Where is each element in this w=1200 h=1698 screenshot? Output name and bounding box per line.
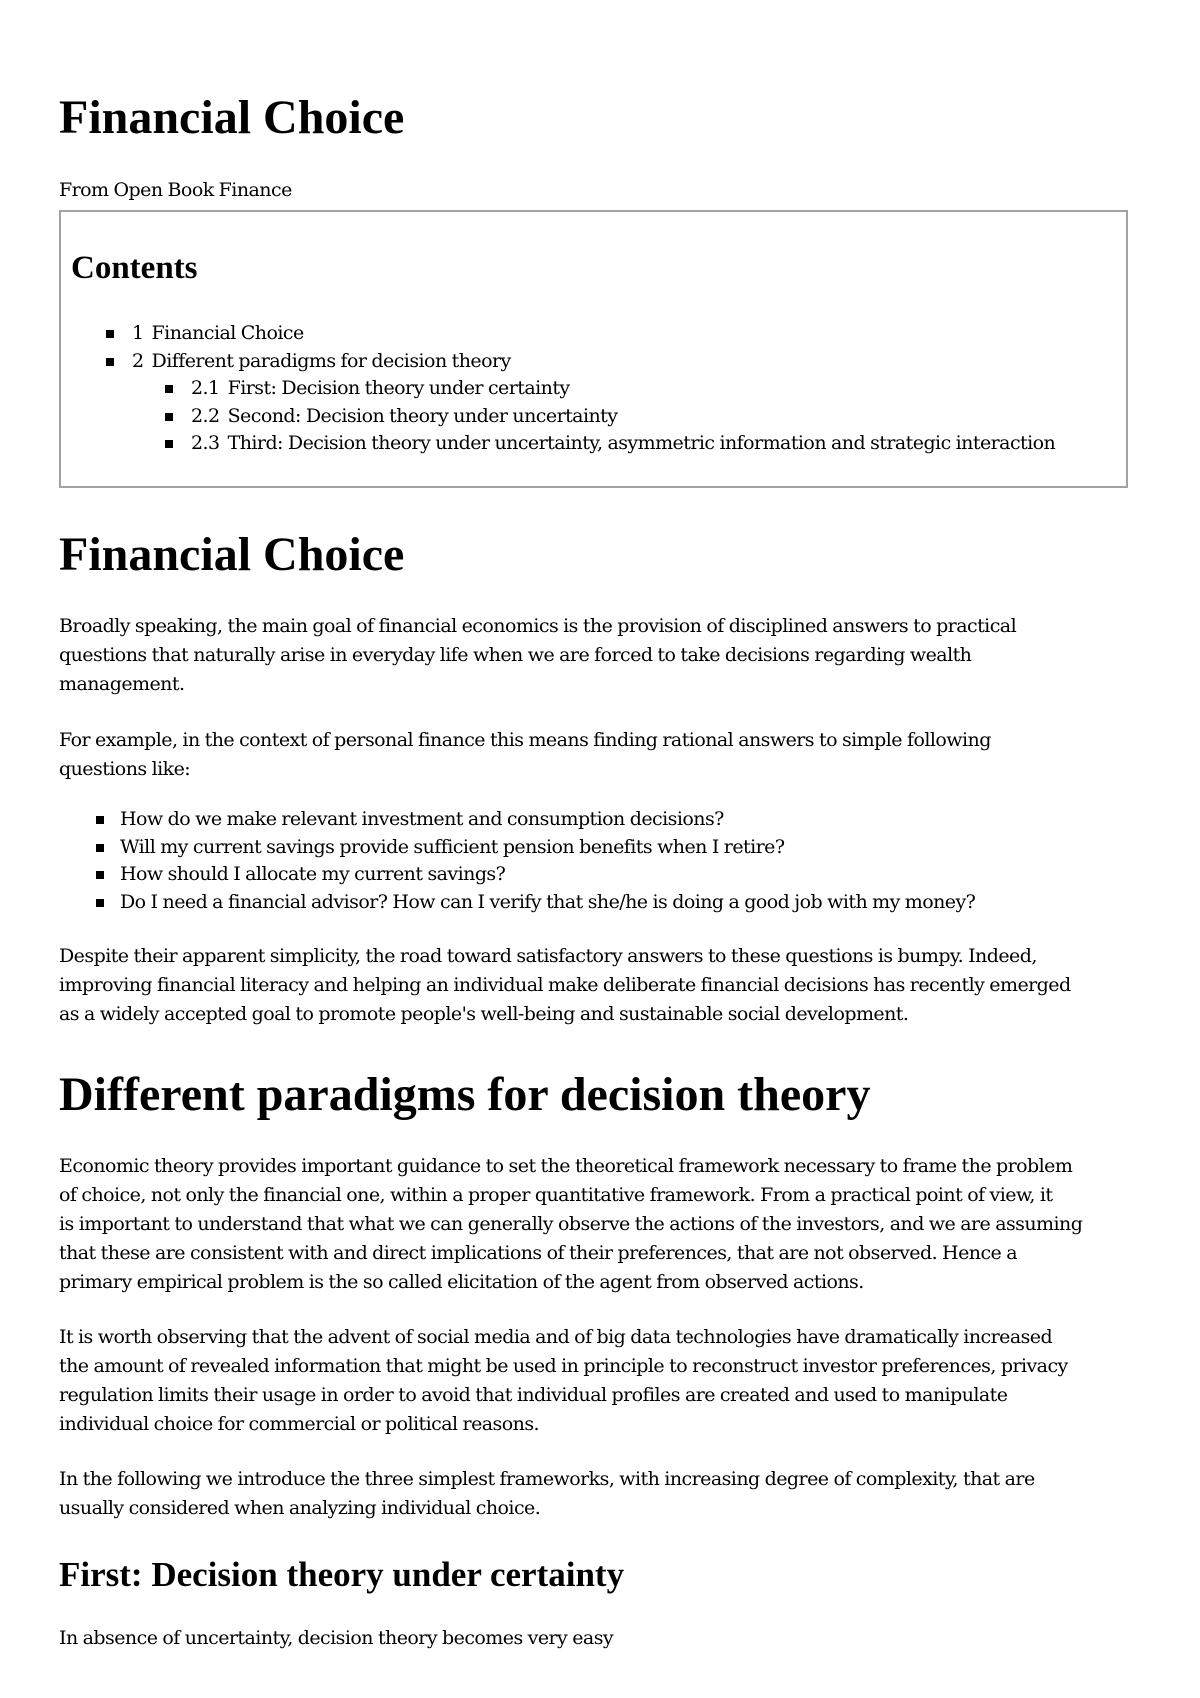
toc-number: 1: [132, 322, 144, 344]
toc-number: 2: [132, 349, 144, 372]
paragraph: [59, 1465, 1035, 1523]
text-line: is important to understand that what we can generally observe the actions of the investors, and we are assuming: [59, 1213, 1083, 1235]
text-line: improving financial literacy and helping an individual make deliberate financial decisions has recently emerged: [59, 974, 1071, 996]
bullet-square-icon: [96, 816, 104, 824]
page-title: Financial Choice: [59, 91, 405, 144]
text-line: questions like:: [59, 758, 191, 780]
page-tagline: From Open Book Finance: [59, 179, 292, 201]
toc-link[interactable]: Financial Choice: [151, 322, 304, 344]
toc-item[interactable]: [61, 375, 1055, 403]
list-item-text: How do we make relevant investment and consumption decisions?: [120, 808, 724, 830]
text-line: individual choice for commercial or political reasons.: [59, 1413, 540, 1435]
text-line: Broadly speaking, the main goal of financial economics is the provision of disciplined answers to practical: [59, 615, 1017, 637]
question-list: [59, 806, 975, 916]
list-item-text: How should I allocate my current savings?: [120, 863, 506, 886]
subsection-heading-certainty: First: Decision theory under certainty: [59, 1555, 625, 1594]
text-line: questions that naturally arise in everyday life when we are forced to take decisions regarding wealth: [59, 644, 972, 666]
toc-link[interactable]: Different paradigms for decision theory: [151, 349, 511, 372]
text-line: usually considered when analyzing individual choice.: [59, 1497, 541, 1519]
toc-item[interactable]: [61, 430, 1055, 458]
toc-list: [61, 320, 1055, 458]
toc-heading: Contents: [71, 250, 198, 286]
bullet-square-icon: [165, 413, 173, 421]
bullet-square-icon: [165, 440, 173, 448]
text-line: In absence of uncertainty, decision theory becomes very easy: [59, 1627, 614, 1649]
list-item: [59, 861, 975, 889]
text-line: regulation limits their usage in order to avoid that individual profiles are created and used to manipulate: [59, 1384, 1008, 1406]
bullet-square-icon: [106, 358, 114, 366]
toc-item[interactable]: [61, 403, 1055, 431]
toc-number: 2.3: [191, 432, 220, 455]
bullet-square-icon: [106, 330, 114, 338]
toc-number: 2.2: [191, 404, 220, 427]
toc-item[interactable]: [61, 320, 1055, 348]
section-heading-financial-choice: Financial Choice: [59, 528, 405, 581]
toc-link[interactable]: First: Decision theory under certainty: [227, 377, 570, 400]
toc-number: 2.1: [191, 377, 220, 400]
paragraph: [59, 942, 1071, 1029]
list-item-text: Do I need a financial advisor? How can I verify that she/he is doing a good job with my money?: [120, 890, 976, 913]
list-item: [59, 889, 975, 917]
list-item: [59, 834, 975, 862]
toc-link[interactable]: Third: Decision theory under uncertainty, asymmetric information and strategic interaction: [227, 432, 1056, 455]
table-of-contents: [59, 210, 1128, 488]
text-line: Economic theory provides important guidance to set the theoretical framework necessary to frame the problem: [59, 1155, 1073, 1177]
list-item-text: Will my current savings provide sufficient pension benefits when I retire?: [120, 835, 785, 858]
section-heading-paradigms: Different paradigms for decision theory: [59, 1068, 871, 1121]
text-line: of choice, not only the financial one, within a proper quantitative framework. From a practical point of view, it: [59, 1184, 1053, 1206]
text-line: as a widely accepted goal to promote people's well-being and sustainable social development.: [59, 1003, 909, 1025]
paragraph: [59, 1152, 1082, 1297]
bullet-square-icon: [165, 385, 173, 393]
paragraph: [59, 1624, 613, 1653]
paragraph: [59, 1323, 1068, 1439]
bullet-square-icon: [96, 871, 104, 879]
text-line: For example, in the context of personal finance this means finding rational answers to simple following: [59, 729, 991, 751]
text-line: management.: [59, 673, 185, 695]
text-line: the amount of revealed information that might be used in principle to reconstruct investor preferences, privacy: [59, 1355, 1068, 1377]
text-line: It is worth observing that the advent of social media and of big data technologies have dramatically increased: [59, 1326, 1053, 1348]
bullet-square-icon: [96, 844, 104, 852]
paragraph: [59, 612, 1016, 699]
text-line: primary empirical problem is the so called elicitation of the agent from observed actions.: [59, 1271, 864, 1293]
toc-link[interactable]: Second: Decision theory under uncertainty: [227, 404, 618, 427]
list-item: [59, 806, 975, 834]
toc-item[interactable]: [61, 348, 1055, 376]
paragraph: [59, 726, 991, 784]
text-line: that these are consistent with and direct implications of their preferences, that are not observed. Hence a: [59, 1242, 1018, 1264]
text-line: Despite their apparent simplicity, the road toward satisfactory answers to these questions is bumpy. Indeed,: [59, 945, 1037, 967]
bullet-square-icon: [96, 899, 104, 907]
text-line: In the following we introduce the three simplest frameworks, with increasing degree of complexity, that are: [59, 1468, 1035, 1490]
